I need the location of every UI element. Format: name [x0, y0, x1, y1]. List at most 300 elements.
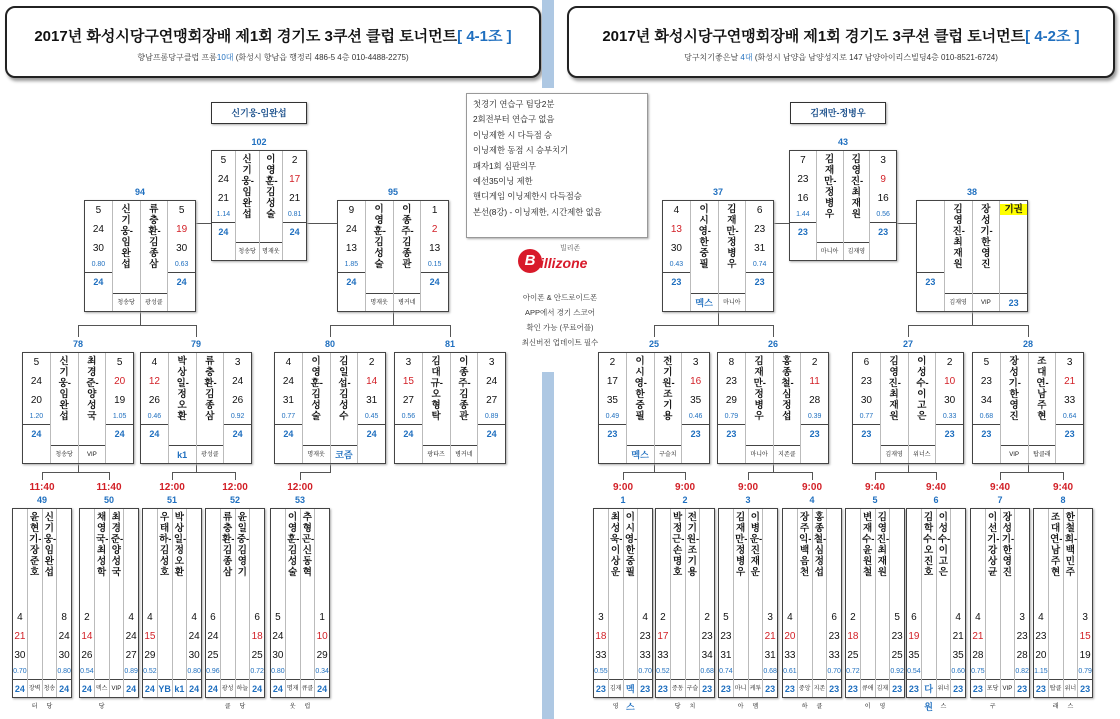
- match-column: [773, 353, 801, 463]
- match-28: [972, 339, 1084, 464]
- match-time: 12:00: [159, 482, 185, 493]
- team-cell: [844, 151, 870, 242]
- handicap: 4: [642, 612, 648, 623]
- team-cell: [1001, 353, 1028, 445]
- match-column: [422, 353, 450, 463]
- match-time: 11:40: [29, 482, 55, 493]
- score: 21: [972, 631, 984, 642]
- match-time: 9:40: [989, 482, 1010, 493]
- score: 23: [725, 376, 737, 387]
- innings: 20: [1035, 650, 1047, 661]
- team-names: 채영국-최성학: [96, 512, 109, 578]
- target-score: 23: [973, 424, 1000, 442]
- innings: 30: [860, 395, 872, 406]
- bracket-line: [908, 325, 973, 326]
- team-names: 박상일-정오환: [173, 512, 187, 578]
- score: 20: [784, 631, 796, 642]
- club-name: 하늘당: [236, 679, 250, 697]
- match-79: [140, 339, 252, 464]
- bracket-line: [654, 464, 655, 472]
- team-cell: [451, 353, 478, 445]
- team-cell: [260, 151, 283, 242]
- match-column: [235, 151, 259, 260]
- club-name: 김재영: [881, 445, 908, 463]
- club-name: 위너스: [1064, 679, 1078, 697]
- average: 0.77: [281, 413, 296, 420]
- spacer: [907, 509, 921, 608]
- bracket-line: [908, 464, 909, 472]
- club-name: 병커네: [394, 293, 421, 311]
- handicap: 5: [178, 205, 185, 216]
- club-name: 위너스: [937, 679, 951, 697]
- club-name: 청송당: [51, 445, 78, 463]
- bracket-line: [812, 472, 813, 480]
- bracket-line: [140, 312, 141, 325]
- match-box: [274, 352, 386, 464]
- header-left-title: 2017년 화성시당구연맹회장배 제1회 경기도 3쿠션 클럽 토너먼트[ 4-1조 ]: [34, 28, 512, 45]
- target-score: 23: [846, 679, 860, 697]
- target-score: 23: [1056, 424, 1083, 442]
- match-52: [205, 482, 265, 710]
- innings: 16: [877, 193, 889, 204]
- handicap: 4: [285, 357, 292, 368]
- score: 20: [114, 376, 126, 387]
- handicap: 4: [128, 612, 134, 623]
- score: 24: [486, 376, 498, 387]
- spacer: [846, 509, 860, 608]
- match-number: 28: [1022, 339, 1033, 349]
- average: 0.82: [1015, 668, 1029, 675]
- target-score: 23: [1015, 679, 1029, 697]
- average: 0.81: [287, 211, 302, 218]
- score: 21: [764, 631, 776, 642]
- match-column: [800, 353, 828, 463]
- match-column: [1014, 509, 1029, 697]
- team-names: 최성욱-이상운: [610, 512, 623, 578]
- bracket-line: [330, 325, 331, 337]
- spacer: [187, 509, 201, 608]
- club-name: 구슬치: [655, 445, 682, 463]
- match-78: [22, 339, 134, 464]
- club-name: 광성클: [141, 293, 168, 311]
- target-score: 23: [790, 222, 816, 240]
- bracket-line: [196, 464, 197, 472]
- spacer: [315, 509, 329, 608]
- match-column: [85, 201, 112, 311]
- bracket-line: [773, 325, 774, 337]
- target-score: 24: [168, 272, 195, 290]
- match-box: [84, 200, 196, 312]
- team-cell: [734, 509, 748, 679]
- handicap: 7: [800, 155, 806, 166]
- match-number: 95: [387, 187, 398, 197]
- match-column: [105, 353, 133, 463]
- club-name: 팡타즈: [423, 445, 450, 463]
- match-column: [816, 151, 843, 260]
- match-column: [168, 353, 196, 463]
- handicap: 1: [319, 612, 325, 623]
- bracket-line: [330, 464, 331, 472]
- match-number: 49: [36, 495, 47, 505]
- match-number: 81: [444, 339, 455, 349]
- handicap: 3: [488, 357, 495, 368]
- club-name: 다원: [922, 679, 936, 697]
- club-name: 마니아: [719, 293, 746, 311]
- handicap: 3: [405, 357, 412, 368]
- match-95: [337, 187, 449, 312]
- team-cell: [861, 509, 875, 679]
- score: 18: [251, 631, 263, 642]
- club-name: VIP: [1001, 445, 1028, 463]
- average: 0.34: [315, 668, 329, 675]
- match-column: [973, 353, 1000, 463]
- match-time: 9:40: [1052, 482, 1073, 493]
- innings: 25: [251, 650, 263, 661]
- score: 24: [282, 376, 294, 387]
- winner-pair-left: 신기웅-임완섭: [211, 102, 307, 124]
- target-score: 23: [719, 679, 733, 697]
- average: 0.77: [859, 413, 874, 420]
- average: 1.05: [112, 413, 127, 420]
- bracket-line: [235, 472, 236, 480]
- match-49: [12, 482, 72, 710]
- score: 23: [639, 631, 651, 642]
- score: 24: [272, 631, 284, 642]
- match-column: [654, 353, 682, 463]
- match-column: [302, 353, 330, 463]
- score: 14: [366, 376, 378, 387]
- team-names: 김영진-최재원: [952, 204, 965, 270]
- match-box: [12, 508, 72, 710]
- handicap: 6: [831, 612, 837, 623]
- match-column: [853, 353, 880, 463]
- score: 23: [1035, 631, 1047, 642]
- average: 0.74: [719, 668, 733, 675]
- match-box: [972, 352, 1084, 464]
- team-cell: [655, 353, 682, 445]
- spacer: [124, 509, 138, 608]
- club-name: 큐애이: [861, 679, 875, 697]
- club-name: 명재웃: [303, 445, 330, 463]
- match-box: [22, 352, 134, 464]
- innings: 30: [670, 243, 682, 254]
- match-box: [1033, 508, 1093, 710]
- match-column: [420, 201, 448, 311]
- team-cell: [671, 509, 685, 679]
- team-cell: [197, 353, 224, 445]
- spacer: [57, 509, 71, 608]
- match-column: [1055, 353, 1083, 463]
- team-names: 김영진-최재원: [876, 512, 890, 578]
- team-names: 신기웅-임완섭: [58, 356, 71, 422]
- team-names: 이성수-이고은: [937, 512, 951, 578]
- match-102: [211, 137, 307, 261]
- score: 23: [797, 174, 809, 185]
- average: 0.75: [971, 668, 985, 675]
- match-column: [220, 509, 235, 710]
- match-80: [274, 339, 386, 464]
- score: 23: [891, 631, 903, 642]
- team-cell: [945, 201, 972, 293]
- team-cell: [876, 509, 890, 679]
- innings: 13: [345, 243, 357, 254]
- innings: 20: [30, 395, 42, 406]
- match-27: [852, 339, 964, 464]
- target-score: 23: [917, 272, 944, 290]
- team-cell: [28, 509, 42, 679]
- team-names: 류충환-김종삼: [204, 356, 217, 422]
- bracket-line: [748, 472, 774, 473]
- match-column: [477, 353, 505, 463]
- club-name: VIP: [973, 293, 1000, 311]
- score: 24: [232, 376, 244, 387]
- average: 0.89: [124, 668, 138, 675]
- match-column: [109, 509, 124, 697]
- team-cell: [937, 509, 951, 679]
- match-column: [143, 509, 157, 697]
- club-name: 큐클럽: [301, 679, 315, 697]
- bracket-line: [172, 472, 173, 480]
- average: 0.96: [206, 668, 220, 675]
- match-column: [13, 509, 27, 697]
- target-score: 23: [700, 679, 714, 697]
- match-column: [285, 509, 300, 710]
- score: 13: [670, 224, 682, 235]
- team-names: 최경준-양성국: [86, 356, 99, 422]
- target-score: 23: [971, 679, 985, 697]
- team-names: 김재만-정병우: [735, 512, 748, 578]
- score: 24: [30, 376, 42, 387]
- match-column: [1034, 509, 1048, 697]
- bracket-line: [875, 472, 876, 480]
- team-names: 김대규-오형탁: [430, 356, 443, 422]
- handicap: 4: [191, 612, 197, 623]
- bracket-line: [330, 325, 394, 326]
- innings: 35: [908, 650, 920, 661]
- match-number: 6: [933, 495, 939, 505]
- team-cell: [1000, 201, 1027, 293]
- team-names: 조대연-남주현: [1050, 512, 1063, 578]
- innings: 30: [92, 243, 104, 254]
- team-cell: [627, 353, 654, 445]
- match-number: 102: [251, 137, 267, 147]
- team-cell: [286, 509, 300, 679]
- header-left-venue: 향남프롬당구클럽 프롬10대 (화성시 향남읍 행정리 486-5 4층 010-4488-2275): [137, 53, 409, 62]
- match-column: [94, 509, 109, 710]
- average: 0.70: [827, 668, 841, 675]
- bracket-line: [140, 325, 197, 326]
- club-name: 탑클래: [1029, 445, 1056, 463]
- team-cell: [158, 509, 172, 679]
- club-name: 청송당: [113, 293, 140, 311]
- match-column: [1077, 509, 1092, 697]
- score: 23: [720, 631, 732, 642]
- match-box: [598, 352, 710, 464]
- match-time: 12:00: [222, 482, 248, 493]
- match-37: [662, 187, 774, 312]
- club-name: 증동당: [671, 679, 685, 697]
- team-names: 변재수-윤원철: [862, 512, 875, 578]
- match-column: [223, 353, 251, 463]
- match-column: [681, 353, 709, 463]
- forfeit-label: 기권: [1000, 204, 1027, 215]
- match-8: [1033, 482, 1093, 710]
- score: 23: [701, 631, 713, 642]
- bracket-line: [773, 464, 774, 472]
- team-cell: [43, 509, 57, 679]
- handicap: 4: [975, 612, 981, 623]
- spacer: [250, 509, 264, 608]
- bracket-line: [1000, 472, 1001, 480]
- handicap: 4: [151, 357, 158, 368]
- team-names: 홍종철-심정섭: [813, 512, 827, 578]
- match-column: [608, 509, 623, 710]
- team-names: 홍종철-심정섭: [781, 356, 794, 422]
- handicap: 1: [431, 205, 438, 216]
- club-name: 마니아: [746, 445, 773, 463]
- match-column: [875, 509, 890, 710]
- score: 24: [217, 174, 229, 185]
- bracket-line: [109, 472, 110, 480]
- match-column: [699, 509, 714, 697]
- target-score: 23: [656, 679, 670, 697]
- target-score: 23: [718, 424, 745, 442]
- match-column: [167, 201, 195, 311]
- team-cell: [331, 353, 358, 445]
- match-column: [157, 509, 172, 697]
- handicap: 4: [787, 612, 793, 623]
- team-names: 윤일중-김영기: [236, 512, 250, 578]
- match-column: [869, 151, 896, 260]
- match-column: [395, 353, 422, 463]
- team-cell: [394, 201, 421, 293]
- bracket-line: [908, 472, 937, 473]
- match-column: [50, 353, 78, 463]
- bracket-line: [1028, 325, 1029, 337]
- handicap: 3: [598, 612, 604, 623]
- team-names: 이영훈-김성술: [265, 154, 278, 220]
- team-cell: [1064, 509, 1078, 679]
- average: 0.68: [979, 413, 994, 420]
- match-column: [719, 509, 733, 697]
- match-number: 79: [190, 339, 201, 349]
- innings: 30: [176, 243, 188, 254]
- match-number: 7: [997, 495, 1003, 505]
- bracket-line: [78, 325, 141, 326]
- team-cell: [1029, 353, 1056, 445]
- team-names: 김학수-오진호: [923, 512, 936, 578]
- handicap: 5: [95, 205, 102, 216]
- team-cell: [813, 509, 827, 679]
- team-names: 신기웅-임완섭: [120, 204, 133, 270]
- match-column: [186, 509, 201, 697]
- club-name: 멕스: [691, 293, 718, 311]
- bracket-line: [623, 472, 624, 480]
- team-names: 류충환-김종삼: [148, 204, 161, 270]
- club-name: 명재웃: [366, 293, 393, 311]
- header-right-title: 2017년 화성시당구연맹회장배 제1회 경기도 3쿠션 클럽 토너먼트[ 4-2조 ]: [602, 28, 1080, 45]
- match-column: [790, 151, 816, 260]
- team-cell: [909, 353, 936, 445]
- spacer: [206, 509, 220, 608]
- match-column: [23, 353, 50, 463]
- target-score: 24: [187, 679, 201, 697]
- handicap: 3: [234, 357, 241, 368]
- match-column: [797, 509, 812, 710]
- header-right-venue: 당구치기좋은날 4대 (화성시 남양읍 남양성지로 147 남양아이리스빌딩4층 010-8521-6724): [684, 53, 998, 62]
- team-cell: [973, 201, 1000, 293]
- score: 11: [809, 376, 820, 387]
- club-name: VIP: [110, 679, 124, 697]
- team-names: 장성기-한영진: [1001, 512, 1015, 578]
- team-cell: [423, 353, 450, 445]
- match-number: 78: [72, 339, 83, 349]
- bracket-line: [42, 472, 79, 473]
- match-time: 9:00: [801, 482, 822, 493]
- team-names: 이성수-이고은: [916, 356, 929, 422]
- match-column: [690, 201, 718, 311]
- team-names: 장성기-한영진: [1008, 356, 1021, 422]
- average: 1.85: [344, 261, 359, 268]
- club-name: 포당구: [986, 679, 1000, 697]
- match-column: [27, 509, 42, 710]
- club-name: 김재영: [876, 679, 890, 697]
- target-score: 23: [870, 222, 896, 240]
- match-column: [748, 509, 763, 710]
- match-number: 51: [166, 495, 177, 505]
- team-names: 박상일-정오환: [176, 356, 189, 422]
- club-name: 장벽터: [28, 679, 42, 697]
- innings: 35: [952, 650, 964, 661]
- handicap: 5: [33, 357, 40, 368]
- innings: 29: [144, 650, 156, 661]
- match-column: [300, 509, 315, 710]
- target-score: 23: [783, 679, 797, 697]
- team-names: 조대연-남주현: [1036, 356, 1049, 422]
- target-score: 24: [85, 272, 112, 290]
- match-2: [655, 482, 715, 710]
- bracket-line: [196, 472, 236, 473]
- match-box: [970, 508, 1030, 710]
- score: 14: [81, 631, 93, 642]
- club-name: 코즘: [331, 445, 358, 463]
- bracket-line: [1028, 472, 1064, 473]
- team-names: 신기웅-임완섭: [241, 154, 254, 220]
- innings: 31: [764, 650, 776, 661]
- handicap: [917, 201, 944, 220]
- match-column: [745, 201, 773, 311]
- team-names: 이시영-한중필: [634, 356, 647, 422]
- match-column: [141, 353, 168, 463]
- team-names: 최경준-양성국: [110, 512, 124, 578]
- average: 0.63: [174, 261, 189, 268]
- match-column: [637, 509, 652, 697]
- handicap: 4: [147, 612, 153, 623]
- team-cell: [719, 201, 746, 293]
- bracket-line: [78, 464, 79, 472]
- match-column: [56, 509, 71, 697]
- average: [917, 258, 944, 272]
- team-cell: [624, 509, 638, 679]
- innings: 25: [847, 650, 859, 661]
- match-column: [365, 201, 393, 311]
- innings: 30: [14, 650, 26, 661]
- target-score: 24: [250, 679, 264, 697]
- team-names: 이종주-김종관: [458, 356, 471, 422]
- score: [917, 220, 944, 239]
- team-names: 윤현기-장준호: [29, 512, 42, 578]
- average: 0.74: [752, 261, 767, 268]
